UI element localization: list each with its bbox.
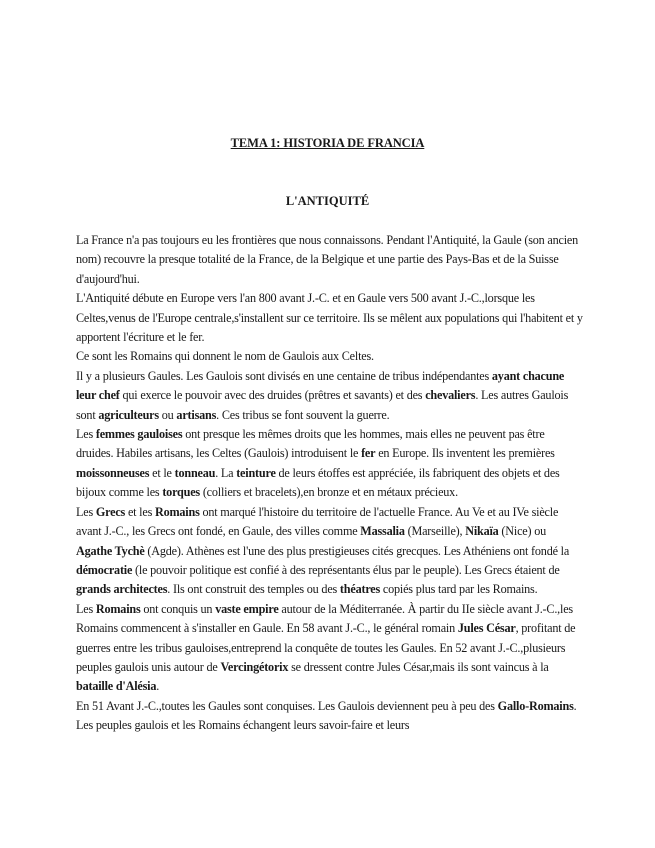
bold-term: moissonneuses [76,465,150,480]
text-run: ont conquis un [140,601,216,616]
text-run: qui exerce le pouvoir avec des druides (prêtres et savants) et des [119,388,426,403]
text-run: (Marseille), [404,524,466,539]
bold-term: artisans [176,407,217,422]
text-run: Les [76,504,96,519]
bold-term: grands architectes [76,582,168,597]
text-run: Les [76,601,96,616]
paragraph [76,600,584,697]
text-run: en Europe. Ils inventent les premières [375,446,555,461]
paragraph [76,347,584,366]
text-run: Les [76,427,96,442]
bold-term: teinture [236,465,276,480]
bold-term: Romains [95,601,141,616]
text-run: et les [125,504,155,519]
text-run: . Ces tribus se font souvent la guerre. [216,407,390,422]
bold-term: vaste empire [215,601,279,616]
text-run: . Les autres Gaulois sont [76,388,569,422]
document-title: TEMA 1: HISTORIA DE FRANCIA [230,136,425,150]
paragraph [76,697,584,736]
text-run: . Ils ont construit des temples ou des [167,582,340,597]
text-run: En 51 Avant J.-C.,toutes les Gaules sont conquises. Les Gaulois deviennent peu à peu des [76,698,498,713]
text-run: . La [215,465,237,480]
text-run: Ce sont les Romains qui donnent le nom de Gaulois aux Celtes. [76,349,374,364]
bold-term: théatres [339,582,381,597]
bold-term: tonneau [174,465,216,480]
text-run: de leurs étoffes est appréciée, ils fabriquent des objets et des bijoux comme les [76,465,560,500]
bold-term: torques [162,485,200,500]
bold-term: Romains [154,504,200,519]
section-heading: L'ANTIQUITÉ [285,194,370,208]
text-run: (Agde). Athènes est l'une des plus prestigieuses cités grecques. Les Athéniens ont fondé la [144,543,570,558]
text-run: ou [158,407,177,422]
paragraph [76,425,584,503]
text-run: , profitant de guerres entre les tribus gauloises,entreprend la conquête de toutes les Gaules. En 52 avant J.-C.,plusieurs peuples gaulois unis autour de [76,621,576,674]
bold-term: bataille d'Alésia [76,679,157,694]
bold-term: Nikaïa [465,524,499,539]
bold-term: ayant chacune leur chef [76,368,565,403]
text-run: L'Antiquité débute en Europe vers l'an 800 avant J.-C. et en Gaule vers 500 avant J.-C.,lorsque les Celtes,venus de l'Europe centrale,s'installent sur ce territoire. Ils se mêlent aux populations qui l'habitent et y apportent l'écriture et le fer. [76,291,583,345]
text-run: (le pouvoir politique est confié à des représentants élus par le peuple). Les Grecs étaient de [132,562,560,577]
bold-term: Massalia [360,524,405,539]
paragraph [76,231,584,289]
text-run: La France n'a pas toujours eu les frontières que nous connaissons. Pendant l'Antiquité, la Gaule (son ancien nom) recouvre la presque totalité de la France, de la Belgique et une partie des Pays-Bas et de la Suisse d'aujourd'hui. [76,233,578,286]
bold-term: Grecs [95,504,126,519]
bold-term: agriculteurs [98,407,159,422]
bold-term: Vercingétorix [220,659,289,674]
bold-term: femmes gauloises [95,427,183,442]
text-run: copiés plus tard par les Romains. [380,582,538,597]
text-run: et le [149,465,175,480]
bold-term: démocratie [76,562,133,577]
paragraph [76,367,584,425]
paragraph [76,503,584,600]
bold-term: Gallo-Romains [497,698,574,713]
text-run: . [156,679,160,694]
bold-term: Jules César [457,621,516,636]
bold-term: Agathe Tychè [76,543,145,558]
text-run: (Nice) ou [498,524,546,539]
text-run: se dressent contre Jules César,mais ils sont vaincus à la [288,659,549,674]
text-run: (colliers et bracelets),en bronze et en métaux précieux. [199,485,458,500]
text-run: ont marqué l'histoire du territoire de l'actuelle France. Au Ve et au IVe siècle avant J.-C., les Grecs ont fondé, en Gaule, des villes comme [76,504,559,539]
document-body [76,231,584,736]
text-run: . Les peuples gaulois et les Romains échangent leurs savoir-faire et leurs [76,698,577,733]
text-run: ont presque les mêmes droits que les hommes, mais elles ne peuvent pas être druides. Habiles artisans, les Celtes (Gaulois) introduisent le [76,427,545,461]
bold-term: chevaliers [425,388,476,403]
paragraph [76,289,584,347]
text-run: autour de la Méditerranée. À partir du IIe siècle avant J.-C.,les Romains commencent à s'installer en Gaule. En 58 avant J.-C., le général romain [76,601,573,636]
bold-term: fer [361,446,376,461]
text-run: Il y a plusieurs Gaules. Les Gaulois sont divisés en une centaine de tribus indépendantes [76,368,492,383]
